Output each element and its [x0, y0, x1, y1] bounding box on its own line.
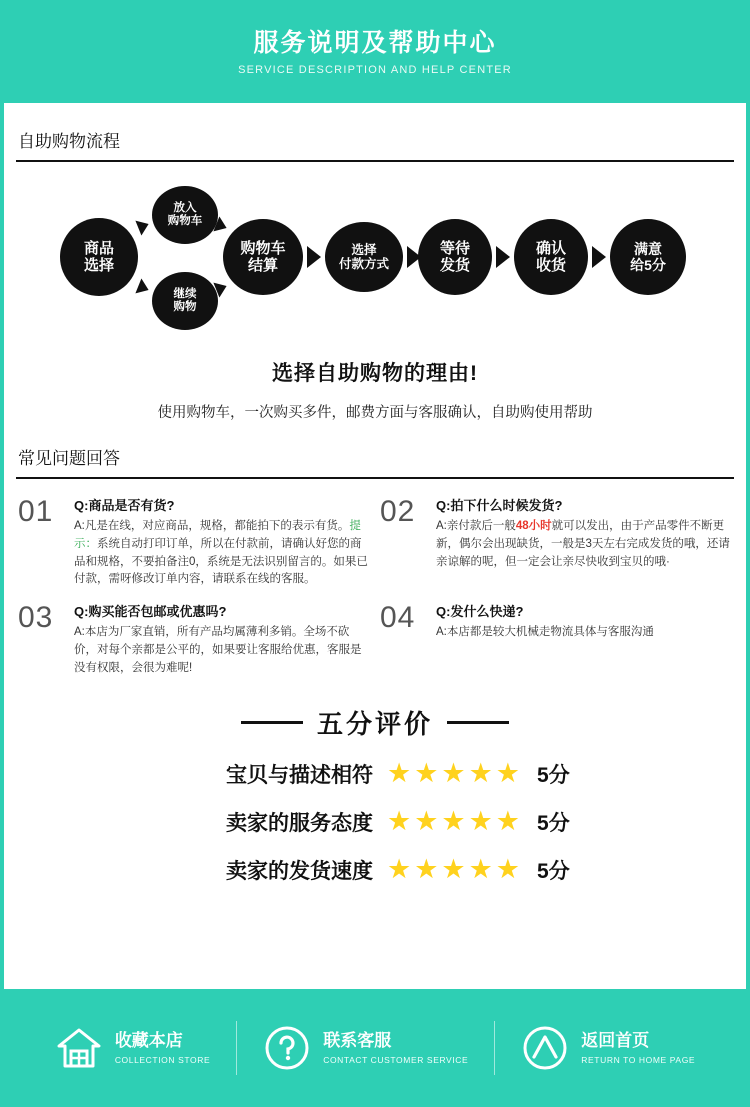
- flow-node-add-to-cart: [152, 186, 218, 244]
- faq-answer-fragment: 就可以发出，由于产品零件不断更新，偶尔会出现缺货，一般是3天左右完成发货的哦，还请亲谅解的呢，但一定会让亲尽快收到宝贝的哦·: [436, 520, 730, 568]
- flow-node-cart-checkout: [223, 219, 303, 295]
- rating-rows: [4, 759, 746, 885]
- reason-block: [4, 357, 746, 422]
- rating-label: 宝贝与描述相符: [225, 763, 373, 787]
- flow-node-line2: 付款方式: [338, 257, 389, 271]
- rating-score: 5分: [537, 763, 570, 787]
- faq-question: Q:拍下什么时候发货?: [436, 498, 563, 513]
- faq-item-04: [380, 601, 732, 677]
- footer-sublabel: RETURN TO HOME PAGE: [581, 1055, 696, 1066]
- page-header: [4, 0, 746, 103]
- flow-node-line1: 确认: [535, 239, 566, 257]
- faq-question: Q:商品是否有货?: [74, 498, 175, 513]
- flow-node-line1: 商品: [83, 239, 114, 257]
- faq-item-01: [18, 495, 370, 589]
- flow-node-line1: 满意: [634, 240, 662, 257]
- footer-collect-store[interactable]: [29, 1024, 236, 1072]
- rating-row: [4, 759, 746, 789]
- flow-node-line1: 选择: [351, 242, 377, 257]
- faq-answer-fragment: A:本店为厂家直销，所有产品均属薄利多销。全场不砍价，对每个亲都是公平的，如果要让客服给优惠，客服是没有权限，会很为难呢!: [74, 626, 362, 674]
- footer-label: 收藏本店: [114, 1030, 183, 1050]
- rating-row: [4, 855, 746, 885]
- flow-node-product-select: [60, 218, 138, 296]
- footer-sublabel: CONTACT CUSTOMER SERVICE: [323, 1055, 469, 1066]
- flow-node-line2: 给5分: [630, 257, 666, 273]
- faq-answer-fragment: 具体与客服沟通: [573, 626, 654, 639]
- flow-section-title: 自助购物流程: [18, 132, 120, 151]
- rating-header: [4, 704, 746, 741]
- faq-question: Q:购买能否包邮或优惠吗?: [74, 604, 227, 620]
- page-footer: [4, 989, 746, 1107]
- flow-node-rate-five: [610, 219, 686, 295]
- footer-return-home[interactable]: [495, 1024, 721, 1072]
- faq-answer-fragment: A:亲付款后一般: [436, 520, 516, 532]
- faq-number: 04: [380, 601, 416, 635]
- flow-node-line2: 收货: [535, 257, 566, 274]
- flow-node-confirm-receipt: [514, 219, 588, 295]
- flow-node-await-shipping: [418, 219, 492, 295]
- faq-answer-fragment: 48小时: [515, 520, 552, 532]
- faq-answer-fragment: A:凡是在线，对应商品，规格，都能拍下的表示有货。: [74, 520, 350, 532]
- flow-node-line2: 购物: [173, 301, 197, 313]
- flow-node-line2: 发货: [439, 257, 470, 274]
- header-subtitle: SERVICE DESCRIPTION AND HELP CENTER: [238, 63, 512, 76]
- home-store-icon: [55, 1024, 103, 1072]
- flow-node-line2: 选择: [83, 257, 114, 274]
- rating-stars: ★★★★★: [386, 758, 524, 789]
- footer-label: 返回首页: [581, 1030, 650, 1050]
- shopping-flow-diagram: [4, 176, 746, 351]
- rating-score: 5分: [537, 859, 570, 883]
- flow-node-choose-payment: [325, 222, 403, 292]
- reason-text: 使用购物车，一次购买多件，邮费方面与客服确认，自助购使用帮助: [157, 405, 593, 421]
- flow-node-line1: 放入: [173, 201, 197, 214]
- question-mark-icon: [263, 1024, 311, 1072]
- flow-arrow-7: [592, 246, 606, 268]
- faq-item-03: [18, 601, 370, 677]
- flow-arrow-6: [496, 246, 510, 268]
- rating-rule-right: [447, 721, 509, 724]
- header-title: 服务说明及帮助中心: [253, 28, 497, 57]
- faq-answer-fragment: 系统自动打印订单，所以在付款前，请确认好您的商品和规格，不要拍备注0，系统是无法识别留言的。如果已付款，需呀修改订单内容，请联系在线的客服。: [74, 537, 368, 586]
- faq-grid: [4, 479, 746, 678]
- footer-label: 联系客服: [323, 1030, 392, 1050]
- faq-answer: [74, 624, 370, 677]
- faq-section-title: 常见问题回答: [18, 449, 120, 468]
- footer-contact-service[interactable]: [237, 1024, 494, 1072]
- flow-arrow-1b: [135, 279, 151, 298]
- rating-stars: ★★★★★: [386, 806, 524, 837]
- faq-answer: [74, 518, 370, 589]
- rating-row: [4, 807, 746, 837]
- faq-number: 01: [18, 495, 54, 528]
- footer-sublabel: COLLECTION STORE: [114, 1055, 211, 1066]
- rating-label: 卖家的服务态度: [225, 811, 373, 835]
- flow-arrow-1a: [135, 217, 151, 236]
- rating-title: 五分评价: [316, 708, 433, 739]
- flow-node-continue-shopping: [152, 272, 218, 330]
- faq-answer: [436, 624, 732, 642]
- faq-number: 03: [18, 601, 54, 635]
- faq-item-02: [380, 495, 732, 589]
- faq-question: Q:发什么快递?: [436, 604, 524, 620]
- flow-node-line2: 结算: [247, 257, 278, 274]
- flow-node-line1: 购物车: [240, 239, 286, 257]
- faq-answer: [436, 518, 732, 571]
- flow-node-line1: 继续: [173, 287, 197, 300]
- faq-number: 02: [380, 495, 416, 528]
- up-arrow-icon: [521, 1024, 569, 1072]
- rating-label: 卖家的发货速度: [225, 859, 373, 883]
- rating-stars: ★★★★★: [386, 854, 524, 885]
- faq-answer-fragment: A:本店都是较大机械走物流: [436, 626, 574, 639]
- flow-node-line2: 购物车: [167, 215, 203, 227]
- rating-rule-left: [241, 721, 303, 724]
- reason-title: 选择自助购物的理由!: [272, 362, 478, 385]
- flow-node-line1: 等待: [439, 239, 470, 257]
- flow-section-divider: [16, 160, 734, 162]
- flow-arrow-4: [307, 246, 321, 268]
- rating-score: 5分: [537, 811, 570, 835]
- faq-answer-fragment: 提示：: [74, 520, 361, 550]
